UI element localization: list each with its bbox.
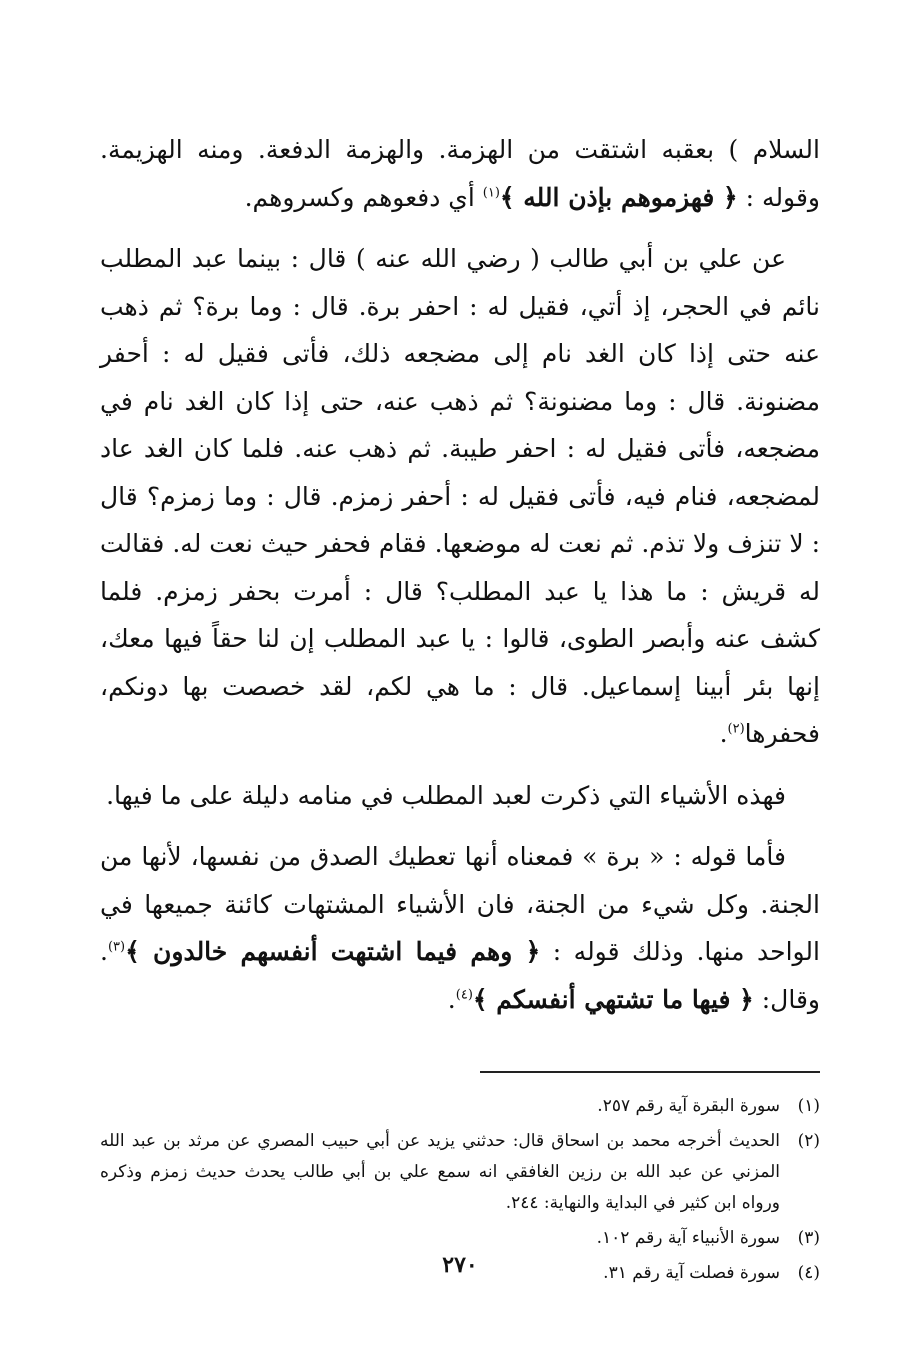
text-run: عن علي بن أبي طالب ( رضي الله عنه ) قال : بينما عبد المطلب نائم في الحجر، إذ أتي، فقيل له : احفر برة. قال : وما برة؟ ثم ذهب عنه حتى إذا كان الغد نام إلى مضجعه ذلك، فأتى فقيل له : أحفر مضنونة. قال : وما مضنونة؟ ثم ذهب عنه، حتى إذا كان الغد نام في مضجعه، فأتى فقيل له : احفر طيبة. ثم ذهب عنه. فلما كان الغد عاد لمضجعه، فنام فيه، فأتى فقيل له : أحفر زمزم. قال : وما زمزم؟ قال : لا تنزف ولا تذم. ثم نعت له موضعها. فقام فحفر حيث نعت له. فقالت له قريش : ما هذا يا عبد المطلب؟ قال : أمرت بحفر زمزم. فلما كشف عنه وأبصر الطوى، قالوا : يا عبد المطلب إن لنا حقاً فيها معك، إنها بئر أبينا إسماعيل. قال : ما هي لكم، لقد خصصت بها دونكم، فحفرها (100, 244, 820, 748)
footnote-ref: (٤) (455, 987, 473, 1003)
footnote-number: (١) (797, 1096, 820, 1116)
footnote-ref: (٣) (107, 939, 126, 955)
footnote-number: (٢) (797, 1131, 820, 1151)
text-run: السلام ) بعقبه اشتقت من الهزمة. والهزمة الدفعة. ومنه الهزيمة. وقوله : (100, 135, 820, 212)
paragraph-1 (100, 126, 820, 221)
footnote-ref: (٢) (727, 721, 745, 737)
text-run: . (719, 719, 728, 748)
paragraph-3 (100, 772, 820, 820)
quran-quote: ﴿ فيها ما تشتهي أنفسكم ﴾ (472, 984, 754, 1014)
footnote-number: (٤) (797, 1263, 820, 1283)
footnote-text: سورة فصلت آية رقم ٣١. (603, 1263, 780, 1283)
footnote-ref: (١) (482, 185, 500, 201)
footnote-2 (100, 1126, 820, 1219)
footnote-text: سورة البقرة آية رقم ٢٥٧. (597, 1096, 780, 1116)
footnote-number: (٣) (797, 1228, 820, 1248)
main-text (100, 126, 820, 1023)
text-run: . وقال: (100, 937, 820, 1014)
text-run: أي دفعوهم وكسروهم. (244, 182, 483, 212)
paragraph-4 (100, 833, 820, 1023)
quran-quote: ﴿ فهزموهم بإذن الله ﴾ (499, 182, 738, 212)
quran-quote: ﴿ وهم فيما اشتهت أنفسهم خالدون ﴾ (125, 937, 541, 966)
footnote-text: الحديث أخرجه محمد بن اسحاق قال: حدثني يزيد عن أبي حبيب المصري عن مرثد بن عبد الله المزني عن عبد الله بن رزين الغافقي انه سمع علي بن أبي طالب يحدث حديث زمزم وذكره ورواه ابن كثير في البداية والنهاية: ٢٤٤. (100, 1131, 780, 1213)
footnote-3 (100, 1223, 820, 1254)
paragraph-2 (100, 235, 820, 758)
footnote-separator (480, 1071, 820, 1073)
text-run: فأما قوله : « برة » فمعناه أنها تعطيك الصدق من نفسها، لأنها من الجنة. وكل شيء من الجنة، فان الأشياء المشتهات كائنة جميعها في الواحد منها. وذلك قوله : (100, 842, 820, 966)
footnote-1 (100, 1091, 820, 1122)
text-run: . (447, 984, 456, 1014)
text-run: فهذه الأشياء التي ذكرت لعبد المطلب في منامه دليلة على ما فيها. (106, 780, 786, 810)
page-number: ٢٧٠ (442, 1252, 478, 1278)
footnote-text: سورة الأنبياء آية رقم ١٠٢. (596, 1228, 780, 1248)
